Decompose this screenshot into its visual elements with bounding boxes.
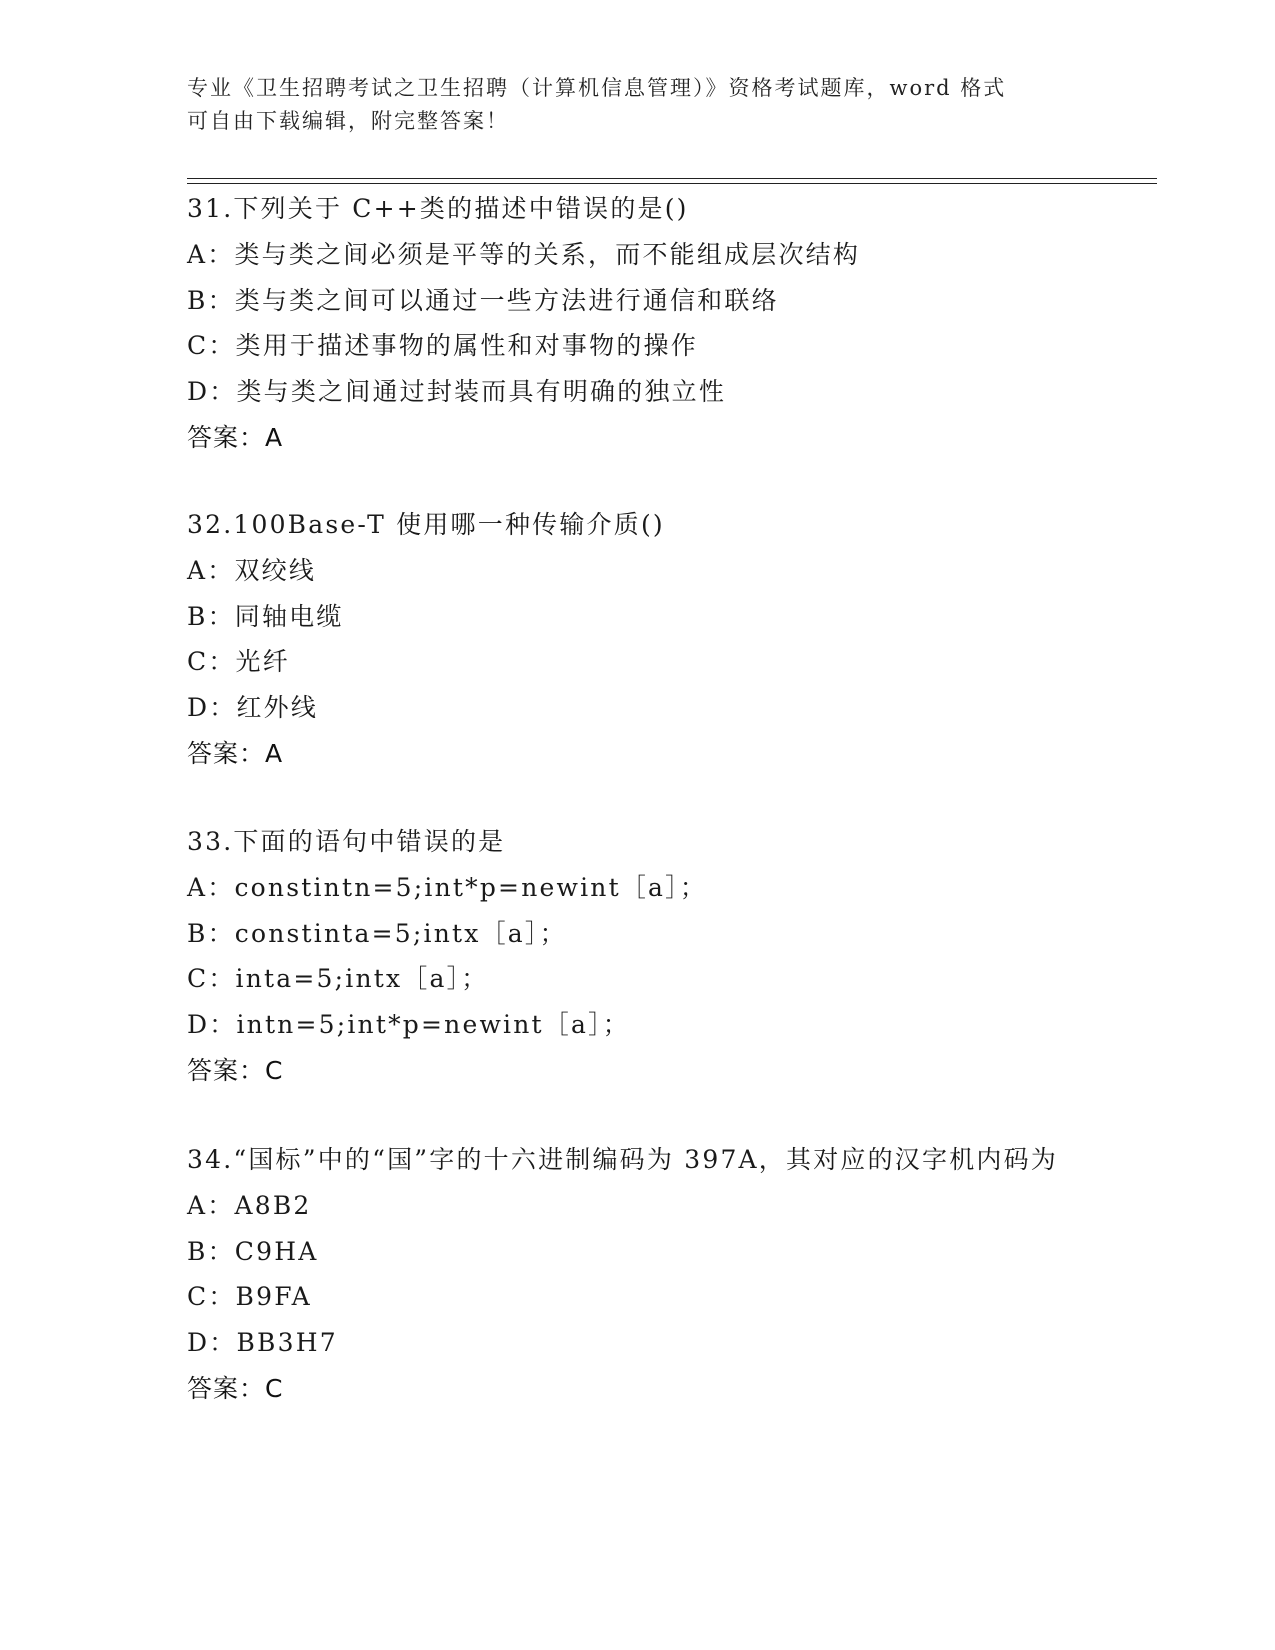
- option-c: C：光纤: [187, 647, 290, 677]
- question-34: [187, 1137, 1087, 1412]
- question-stem: 33.下面的语句中错误的是: [187, 827, 506, 856]
- header-divider-top: [187, 178, 1157, 179]
- option-b: B：C9HA: [187, 1236, 319, 1266]
- option-d: D：红外线: [187, 693, 319, 723]
- header-line-1: 专业《卫生招聘考试之卫生招聘（计算机信息管理）》资格考试题库，word 格式: [187, 76, 1007, 100]
- option-a: A：A8B2: [187, 1190, 312, 1220]
- question-33: [187, 819, 1107, 1094]
- option-b: B：constinta=5;intx［a］；: [187, 918, 567, 948]
- option-c: C：B9FA: [187, 1282, 312, 1312]
- option-d: D：intn=5;int*p=newint［a］；: [187, 1010, 631, 1040]
- option-b: B：类与类之间可以通过一些方法进行通信和联络: [187, 285, 779, 315]
- question-stem: 32.100Base-T 使用哪一种传输介质(): [187, 510, 665, 539]
- question-stem: 34.“国标”中的“国”字的十六进制编码为 397A，其对应的汉字机内码为: [187, 1145, 1059, 1174]
- option-d: D：BB3H7: [187, 1328, 338, 1358]
- question-32: [187, 502, 1107, 777]
- header-line-2: 可自由下载编辑，附完整答案！: [187, 109, 509, 133]
- option-a: A：类与类之间必须是平等的关系，而不能组成层次结构: [187, 239, 861, 269]
- option-c: C：inta=5;intx［a］；: [187, 964, 489, 994]
- answer-label: 答案：C: [187, 1373, 284, 1403]
- answer-label: 答案：C: [187, 1055, 284, 1085]
- option-d: D：类与类之间通过封装而具有明确的独立性: [187, 377, 727, 407]
- answer-label: 答案：A: [187, 738, 284, 768]
- option-b: B：同轴电缆: [187, 601, 344, 631]
- question-31: [187, 186, 1107, 461]
- answer-label: 答案：A: [187, 422, 284, 452]
- header-divider-bottom: [187, 183, 1157, 184]
- option-a: A：双绞线: [187, 555, 317, 585]
- option-a: A：constintn=5;int*p=newint［a］；: [187, 872, 708, 902]
- option-c: C：类用于描述事物的属性和对事物的操作: [187, 331, 698, 361]
- document-header: [187, 72, 1087, 138]
- question-stem: 31.下列关于 C++类的描述中错误的是(): [187, 194, 689, 223]
